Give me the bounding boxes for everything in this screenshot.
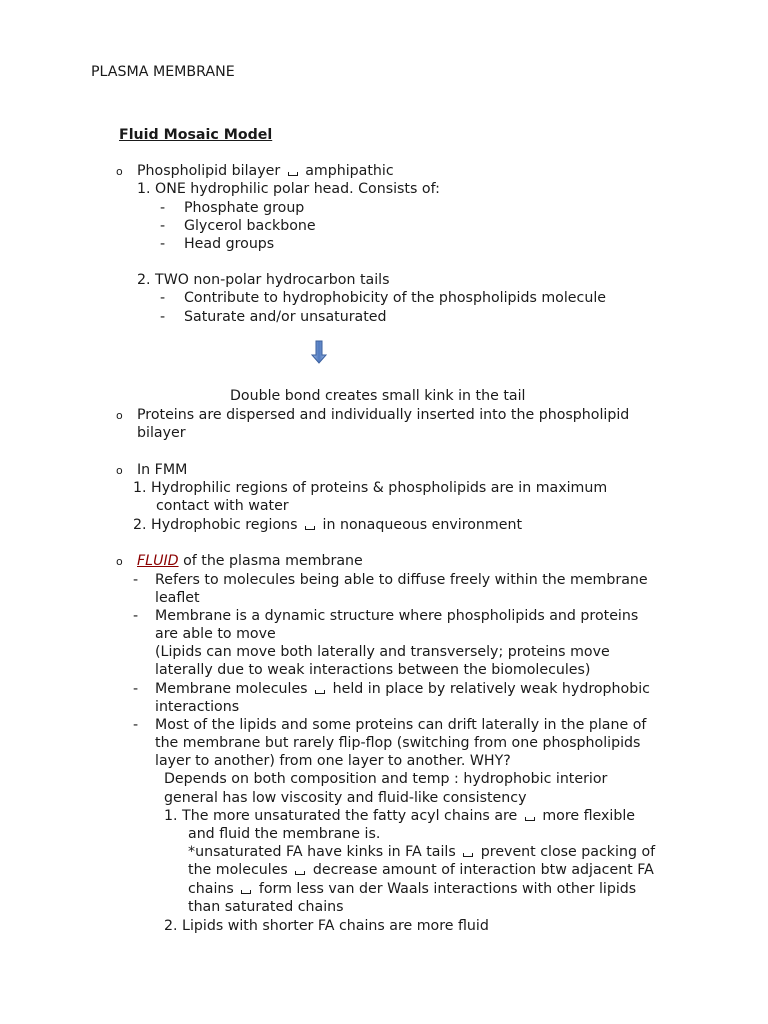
text-span: more flexible [542, 808, 636, 824]
text-line: interactions [155, 699, 240, 715]
text-span: held in place by relatively weak hydrophobic [332, 681, 650, 697]
text-span: in nonaqueous environment [322, 517, 523, 533]
text-line [137, 552, 363, 570]
text-line [164, 807, 635, 825]
text-line: Glycerol backbone [184, 218, 316, 234]
bullet-marker: o [116, 409, 123, 422]
bullet-marker: o [116, 165, 123, 178]
text-line: Most of the lipids and some proteins can drift laterally in the plane of [155, 717, 647, 733]
text-line: leaflet [155, 590, 200, 606]
text-line: Contribute to hydrophobicity of the phospholipids molecule [184, 290, 606, 306]
dash-marker: - [160, 218, 166, 234]
dash-marker: - [160, 236, 166, 252]
text-span: decrease amount of interaction btw adjacent FA [312, 862, 654, 878]
text-span: the molecules [188, 862, 288, 878]
text-line [133, 516, 522, 534]
text-line [188, 861, 654, 879]
text-line: Proteins are dispersed and individually inserted into the phospholipid [137, 407, 630, 423]
text-span: prevent close packing of [480, 844, 656, 860]
text-line: In FMM [137, 462, 188, 478]
implies-symbol-icon [304, 519, 316, 529]
text-line: (Lipids can move both laterally and transversely; proteins move [155, 644, 610, 660]
text-line: Membrane is a dynamic structure where phospholipids and proteins [155, 608, 639, 624]
text-line [188, 880, 636, 898]
text-line: Head groups [184, 236, 275, 252]
text-line: general has low viscosity and fluid-like consistency [164, 790, 527, 806]
down-arrow-icon [311, 340, 327, 364]
text-line [188, 843, 655, 861]
text-line: laterally due to weak interactions between the biomolecules) [155, 662, 591, 678]
text-line: 1. Hydrophilic regions of proteins & phospholipids are in maximum [133, 480, 608, 496]
implies-symbol-icon [462, 846, 474, 856]
implies-symbol-icon [287, 165, 299, 175]
text-line: Double bond creates small kink in the tail [230, 388, 526, 404]
text-line [137, 162, 394, 180]
text-line: contact with water [156, 498, 289, 514]
text-line: Phosphate group [184, 200, 305, 216]
text-span: form less van der Waals interactions with other lipids [258, 881, 637, 897]
dash-marker: - [160, 309, 166, 325]
text-line: than saturated chains [188, 899, 344, 915]
page-title: PLASMA MEMBRANE [91, 64, 235, 80]
text-line: bilayer [137, 425, 186, 441]
text-span: Phospholipid bilayer [137, 163, 281, 179]
dash-marker: - [160, 290, 166, 306]
bullet-marker: o [116, 555, 123, 568]
text-span: 2. Hydrophobic regions [133, 517, 298, 533]
text-line: and fluid the membrane is. [188, 826, 381, 842]
text-span: chains [188, 881, 234, 897]
text-span: 1. The more unsaturated the fatty acyl chains are [164, 808, 518, 824]
text-line: 2. TWO non-polar hydrocarbon tails [137, 272, 390, 288]
section-heading: Fluid Mosaic Model [119, 127, 273, 143]
dash-marker: - [133, 717, 139, 733]
text-line: Saturate and/or unsaturated [184, 309, 387, 325]
bullet-marker: o [116, 464, 123, 477]
text-line [155, 680, 650, 698]
text-span: of the plasma membrane [178, 553, 363, 569]
dash-marker: - [133, 681, 139, 697]
implies-symbol-icon [524, 810, 536, 820]
text-line: 1. ONE hydrophilic polar head. Consists of: [137, 181, 440, 197]
text-span: *unsaturated FA have kinks in FA tails [188, 844, 456, 860]
text-line: Depends on both composition and temp : hydrophobic interior [164, 771, 608, 787]
implies-symbol-icon [314, 683, 326, 693]
text-line: layer to another) from one layer to another. WHY? [155, 753, 511, 769]
text-line: are able to move [155, 626, 276, 642]
dash-marker: - [133, 608, 139, 624]
text-span: Membrane molecules [155, 681, 308, 697]
text-line: 2. Lipids with shorter FA chains are more fluid [164, 918, 489, 934]
fluid-emphasis: FLUID [137, 553, 179, 569]
implies-symbol-icon [294, 864, 306, 874]
dash-marker: - [160, 200, 166, 216]
implies-symbol-icon [240, 883, 252, 893]
dash-marker: - [133, 572, 139, 588]
text-span: amphipathic [305, 163, 394, 179]
text-line: the membrane but rarely flip-flop (switching from one phospholipids [155, 735, 641, 751]
text-line: Refers to molecules being able to diffuse freely within the membrane [155, 572, 648, 588]
